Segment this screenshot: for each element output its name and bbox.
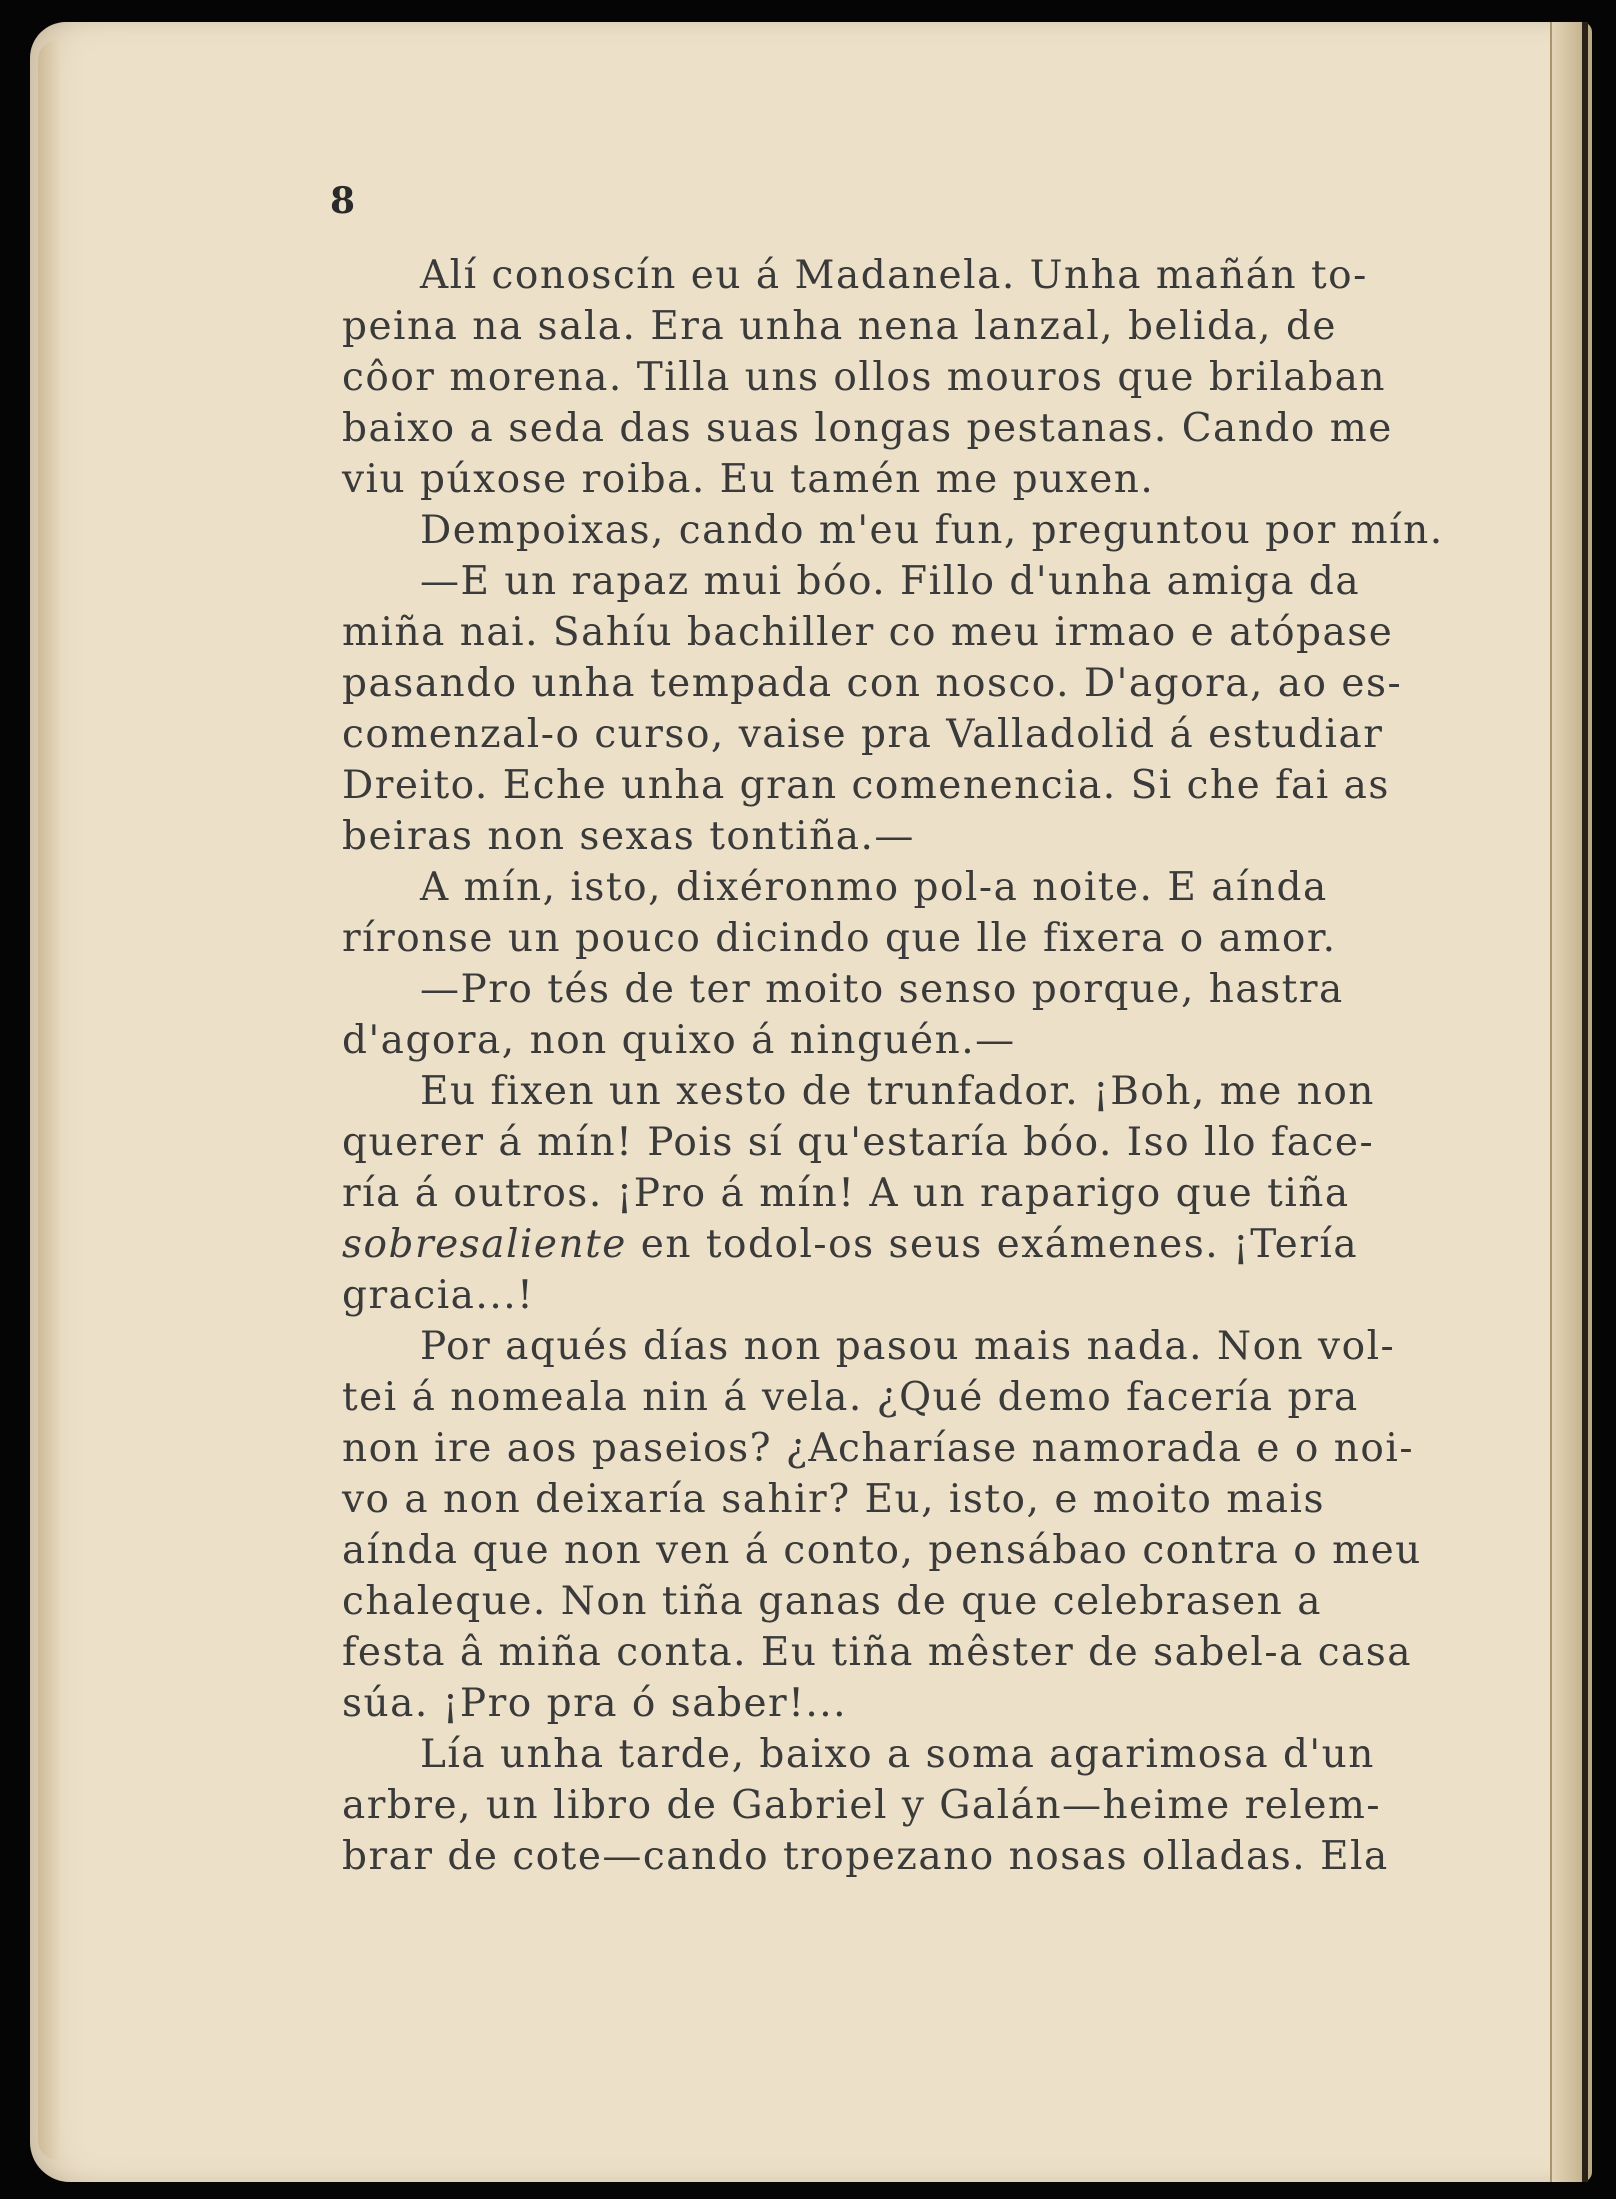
text-line: comenzal-o curso, vaise pra Valladolid á estudiar [342, 712, 1384, 757]
text-line: tei á nomeala nin á vela. ¿Qué demo facería pra [342, 1375, 1359, 1420]
text-line: —Pro tés de ter moito senso porque, hastra [420, 967, 1344, 1012]
text-line: côor morena. Tilla uns ollos mouros que brilaban [342, 355, 1387, 400]
text-line-rest: en todol-os seus exámenes. ¡Tería [640, 1222, 1359, 1267]
page-left-edge [38, 40, 60, 2160]
text-line: A mín, isto, dixéronmo pol-a noite. E aínda [420, 865, 1328, 910]
text-line: súa. ¡Pro pra ó saber!... [342, 1681, 848, 1726]
text-line: Dreito. Eche unha gran comenencia. Si che fai as [342, 763, 1390, 808]
text-line: chaleque. Non tiña ganas de que celebrasen a [342, 1579, 1322, 1624]
text-line: brar de cote—cando tropezano nosas olladas. Ela [342, 1834, 1389, 1879]
spine-shadow-line [1582, 22, 1588, 2182]
text-line: querer á mín! Pois sí qu'estaría bóo. Iso llo face- [342, 1120, 1375, 1165]
text-line: Lía unha tarde, baixo a soma agarimosa d'un [420, 1732, 1375, 1777]
text-line: peina na sala. Era unha nena lanzal, belida, de [342, 304, 1338, 349]
text-line: Por aqués días non pasou mais nada. Non vol- [420, 1324, 1396, 1369]
text-line: pasando unha tempada con nosco. D'agora, ao es- [342, 661, 1403, 706]
text-line: viu púxose roiba. Eu tamén me puxen. [342, 457, 1155, 502]
text-line: ríronse un pouco dicindo que lle fixera o amor. [342, 916, 1337, 961]
text-line: Dempoixas, cando m'eu fun, preguntou por mín. [420, 508, 1444, 553]
text-line: Alí conoscín eu á Madanela. Unha mañán to- [420, 253, 1368, 298]
text-line: ría á outros. ¡Pro á mín! A un raparigo que tiña [342, 1171, 1350, 1216]
text-line: Eu fixen un xesto de trunfador. ¡Boh, me non [420, 1069, 1375, 1114]
text-line: d'agora, non quixo á ninguén.— [342, 1018, 1016, 1063]
text-line: festa â miña conta. Eu tiña mêster de sabel-a casa [342, 1630, 1413, 1675]
italic-word: sobresaliente [342, 1222, 627, 1267]
text-line: aínda que non ven á conto, pensábao contra o meu [342, 1528, 1422, 1573]
text-line: vo a non deixaría sahir? Eu, isto, e moito mais [342, 1477, 1326, 1522]
text-line: arbre, un libro de Gabriel y Galán—heime relem- [342, 1783, 1382, 1828]
text-line: gracia...! [342, 1273, 535, 1318]
text-line: miña nai. Sahíu bachiller co meu irmao e atópase [342, 610, 1394, 655]
text-line: non ire aos paseios? ¿Acharíase namorada e o noi- [342, 1426, 1415, 1471]
text-line-with-italic [342, 1219, 1358, 1271]
text-line: —E un rapaz mui bóo. Fillo d'unha amiga da [420, 559, 1361, 604]
page-number: 8 [330, 180, 356, 222]
text-line: beiras non sexas tontiña.— [342, 814, 915, 859]
text-line: baixo a seda das suas longas pestanas. Cando me [342, 406, 1393, 451]
